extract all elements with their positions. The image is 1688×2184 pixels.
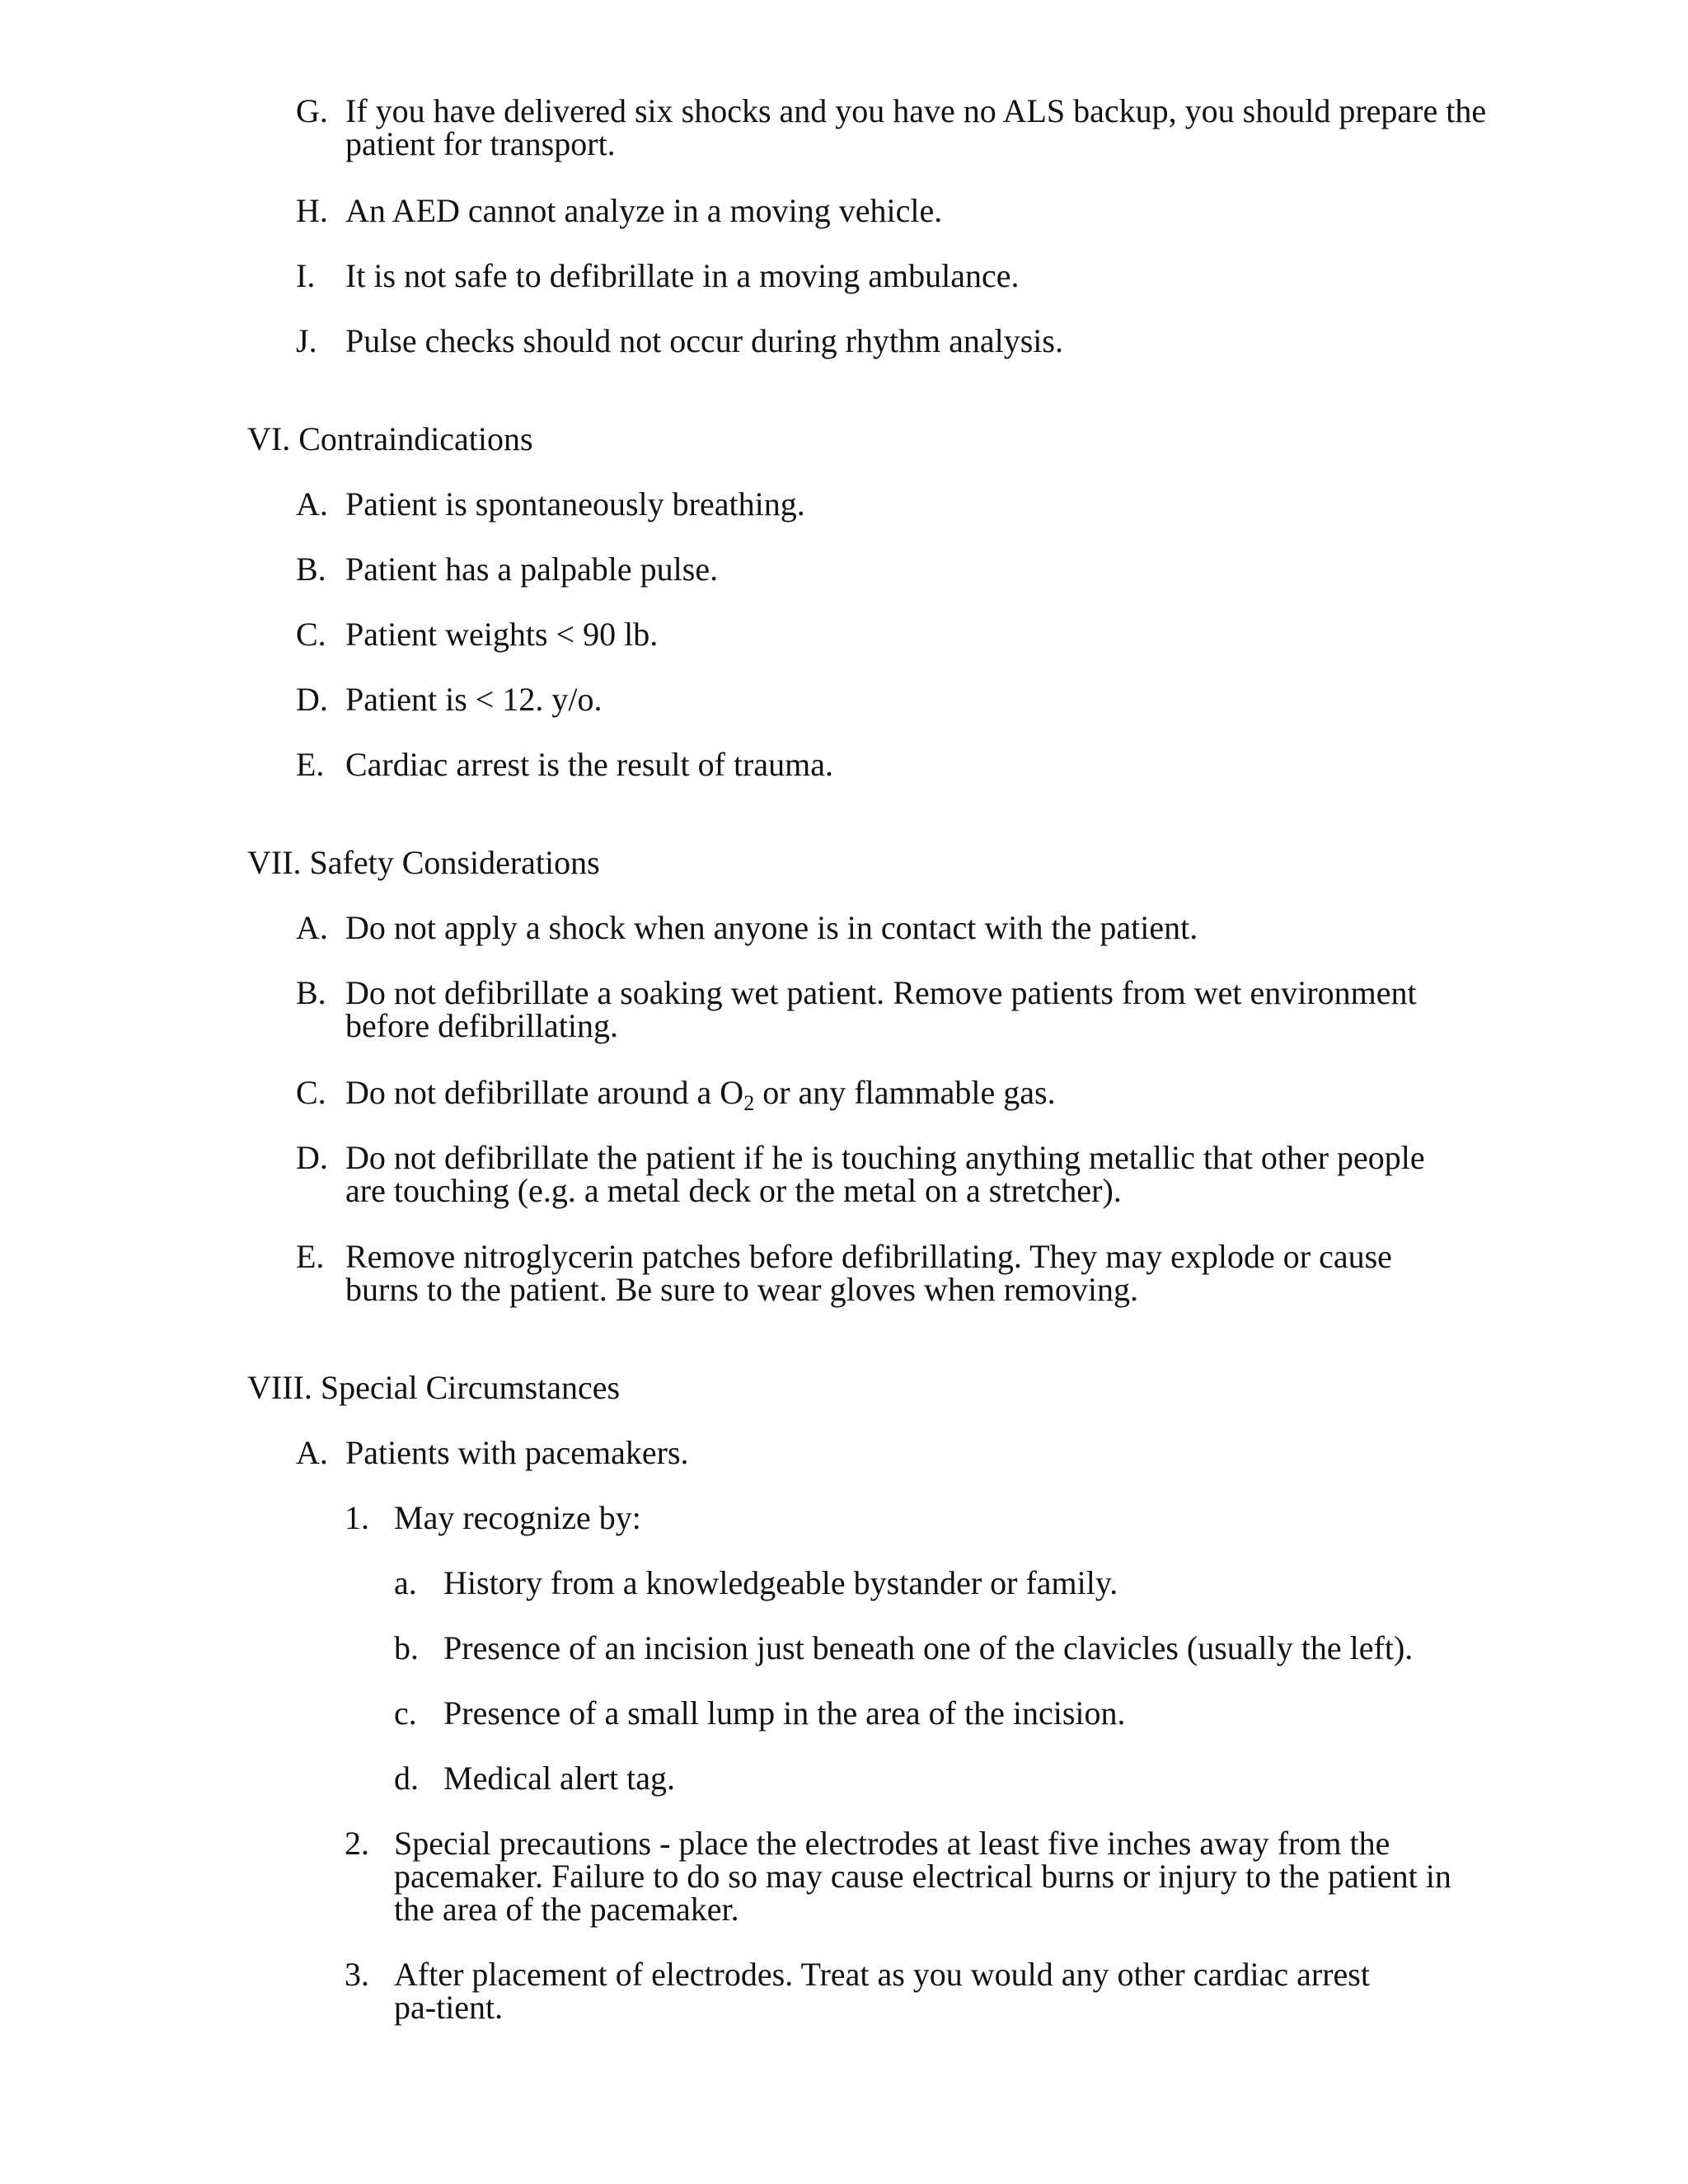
list-item-text: Do not defibrillate a soaking wet patient. Remove patients from wet environment before defibrillating. (345, 974, 1417, 1044)
text-segment: or any flammable gas. (754, 1074, 1056, 1111)
list-marker: b. (394, 1629, 419, 1666)
list-item-text: Do not defibrillate the patient if he is touching anything metallic that other people are touching (e.g. a metal deck or the metal on a stretcher). (345, 1139, 1425, 1209)
list-item-text: Special precautions - place the electrodes at least five inches away from the pacemaker. Failure to do so may cause electrical burns or injury to the patient in the area of the pacemaker. (394, 1825, 1451, 1928)
list-item (345, 1499, 1490, 1536)
list-item-text: It is not safe to defibrillate in a moving ambulance. (345, 257, 1020, 294)
list-item-text: If you have delivered six shocks and you have no ALS backup, you should prepare the patient for transport. (345, 92, 1487, 162)
list-item-text: Patient is < 12. y/o. (345, 681, 603, 718)
list-item (296, 485, 1549, 523)
list-marker: B. (296, 551, 326, 588)
list-marker: D. (296, 1139, 328, 1176)
list-item (296, 1436, 1549, 1469)
list-item-text: Pulse checks should not occur during rhythm analysis. (345, 322, 1063, 359)
list-item-g (296, 92, 1491, 162)
list-item (296, 618, 1549, 651)
list-item-j (296, 322, 1549, 359)
text-segment: Do not defibrillate around a O (345, 1074, 744, 1111)
list-item (394, 1762, 1515, 1795)
list-marker: C. (296, 616, 326, 653)
list-marker: A. (296, 1434, 328, 1471)
list-item (345, 1827, 1457, 1926)
list-marker: E. (296, 746, 325, 783)
list-item-text: Patient is spontaneously breathing. (345, 485, 805, 523)
section-heading-contraindications: VI. Contraindications (247, 420, 533, 457)
list-marker: C. (296, 1074, 326, 1111)
list-marker: J. (296, 322, 317, 359)
list-marker: D. (296, 681, 328, 718)
list-marker: B. (296, 974, 326, 1011)
list-item (345, 1958, 1408, 2024)
list-marker: 3. (345, 1956, 369, 1993)
list-item-text: Patients with pacemakers. (345, 1434, 689, 1471)
list-marker: A. (296, 485, 328, 523)
list-marker: 2. (345, 1825, 369, 1862)
list-item-text: After placement of electrodes. Treat as you would any other cardiac arrest pa-tient. (394, 1956, 1370, 2026)
list-item-text: Do not apply a shock when anyone is in contact with the patient. (345, 909, 1198, 946)
list-item-text: May recognize by: (394, 1499, 641, 1536)
list-item (394, 1564, 1515, 1601)
list-item (394, 1629, 1515, 1666)
list-item (296, 1141, 1442, 1207)
list-item-text: Presence of an incision just beneath one of the clavicles (usually the left). (443, 1629, 1414, 1666)
list-marker: H. (296, 192, 328, 229)
list-item-text: Presence of a small lump in the area of the incision. (443, 1694, 1126, 1732)
subscript: 2 (743, 1091, 755, 1115)
list-item (394, 1694, 1515, 1732)
list-marker: c. (394, 1694, 417, 1732)
section-heading-safety-considerations: VII. Safety Considerations (247, 844, 600, 881)
list-item (296, 909, 1549, 946)
list-item (296, 553, 1549, 586)
list-item-text: Medical alert tag. (443, 1760, 675, 1797)
list-item (296, 1074, 1549, 1115)
list-marker: A. (296, 909, 328, 946)
list-item-text: Patient has a palpable pulse. (345, 551, 719, 588)
list-marker: I. (296, 257, 316, 294)
list-item-text: History from a knowledgeable bystander or family. (443, 1564, 1118, 1601)
list-item (296, 683, 1549, 716)
list-item-h (296, 194, 1549, 227)
list-marker: E. (296, 1238, 325, 1275)
list-item-text: Remove nitroglycerin patches before defibrillating. They may explode or cause burns to the patient. Be sure to wear gloves when removing. (345, 1238, 1392, 1308)
list-item (296, 1240, 1409, 1306)
list-marker: a. (394, 1564, 417, 1601)
section-heading-special-circumstances: VIII. Special Circumstances (247, 1369, 621, 1406)
list-item (296, 748, 1549, 781)
list-item-text (345, 1074, 1549, 1115)
list-marker: 1. (345, 1499, 369, 1536)
list-marker: G. (296, 92, 328, 129)
list-item-i (296, 257, 1549, 294)
list-marker: d. (394, 1760, 419, 1797)
list-item-text: Patient weights < 90 lb. (345, 616, 659, 653)
list-item-text: Cardiac arrest is the result of trauma. (345, 746, 833, 783)
list-item (296, 974, 1458, 1044)
list-item-text: An AED cannot analyze in a moving vehicle. (345, 192, 943, 229)
